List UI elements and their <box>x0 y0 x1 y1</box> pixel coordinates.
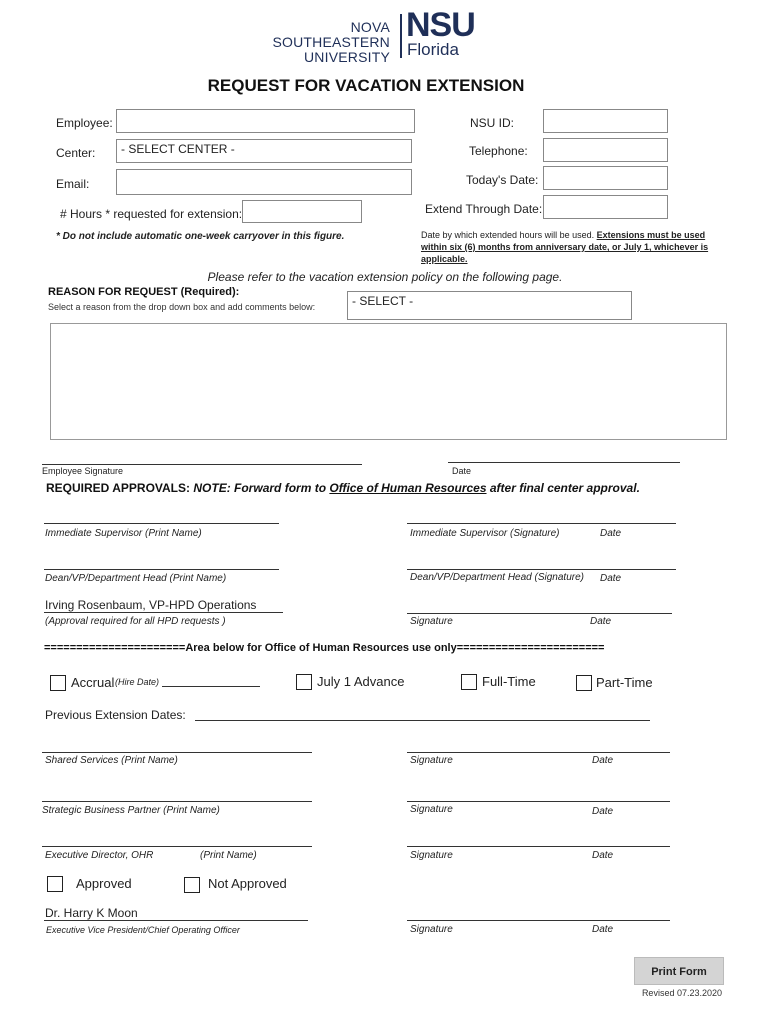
strategic-sig-line[interactable] <box>407 801 670 802</box>
exec-sig-line[interactable] <box>407 846 670 847</box>
date-note-bold: Extensions must be used within six (6) months from anniversary date, or July 1, whichever is applicable. <box>421 230 709 264</box>
logo-university-name <box>230 20 390 65</box>
reason-subtext: Select a reason from the drop down box and add comments below: <box>48 302 316 312</box>
approvals-heading <box>46 481 640 495</box>
not-approved-label: Not Approved <box>208 876 287 891</box>
todays-date-label: Today's Date: <box>466 173 539 187</box>
evp-name-line <box>44 920 308 921</box>
full-time-checkbox[interactable] <box>461 674 477 690</box>
supervisor-sig-line[interactable] <box>407 523 676 524</box>
employee-date-label: Date <box>452 466 472 476</box>
carryover-note: * Do not include automatic one-week carryover in this figure. <box>56 231 345 242</box>
part-time-checkbox[interactable] <box>576 675 592 691</box>
july-advance-checkbox[interactable] <box>296 674 312 690</box>
dean-print-label: Dean/VP/Department Head (Print Name) <box>45 573 227 584</box>
policy-note: Please refer to the vacation extension policy on the following page. <box>207 270 563 284</box>
center-label: Center: <box>56 146 96 160</box>
page-title: REQUEST FOR VACATION EXTENSION <box>207 76 525 95</box>
telephone-label: Telephone: <box>469 144 528 158</box>
supervisor-sig-label: Immediate Supervisor (Signature) <box>410 528 560 539</box>
strategic-date-label: Date <box>592 806 614 817</box>
university-logo <box>230 6 500 65</box>
exec-director-line[interactable] <box>42 846 312 847</box>
exec-print-label: (Print Name) <box>200 850 257 861</box>
hr-divider: ======================Area below for Office of Human Resources use only======================= <box>44 642 605 654</box>
logo-divider <box>400 14 402 58</box>
employee-date-line[interactable] <box>448 462 680 463</box>
shared-date-label: Date <box>592 755 614 766</box>
supervisor-date-label: Date <box>600 528 622 539</box>
dean-sig-label: Dean/VP/Department Head (Signature) <box>410 572 584 583</box>
approvals-note-prefix: NOTE: Forward form to <box>193 481 330 495</box>
july-advance-label: July 1 Advance <box>317 674 405 689</box>
shared-sig-line[interactable] <box>407 752 670 753</box>
exec-date-label: Date <box>592 850 614 861</box>
date-note <box>421 229 721 265</box>
vp-sig-line[interactable] <box>407 613 672 614</box>
strategic-label: Strategic Business Partner (Print Name) <box>42 805 220 816</box>
date-note-plain: Date by which extended hours will be used. <box>421 230 597 240</box>
center-select[interactable] <box>116 139 412 163</box>
extend-through-input[interactable] <box>543 195 668 219</box>
revised-date: Revised 07.23.2020 <box>641 988 722 998</box>
todays-date-input[interactable] <box>543 166 668 190</box>
nsu-id-input[interactable] <box>543 109 668 133</box>
evp-name: Dr. Harry K Moon <box>45 906 138 920</box>
strategic-sig-label: Signature <box>410 804 453 815</box>
evp-sig-line[interactable] <box>407 920 670 921</box>
approvals-note-suffix: after final center approval. <box>486 481 640 495</box>
nsu-id-label: NSU ID: <box>470 116 515 130</box>
shared-sig-label: Signature <box>410 755 453 766</box>
reason-select-value: - SELECT - <box>352 294 414 308</box>
strategic-line[interactable] <box>42 801 312 802</box>
vp-name: Irving Rosenbaum, VP-HPD Operations <box>45 598 257 612</box>
logo-nsu: NSU <box>406 6 475 44</box>
shared-services-line[interactable] <box>42 752 312 753</box>
email-label: Email: <box>56 177 90 191</box>
reason-select[interactable] <box>347 291 632 320</box>
employee-input[interactable] <box>116 109 415 133</box>
center-select-value: - SELECT CENTER - <box>121 142 235 156</box>
not-approved-checkbox[interactable] <box>184 877 200 893</box>
hire-date-label: (Hire Date) <box>115 677 160 687</box>
supervisor-print-label: Immediate Supervisor (Print Name) <box>45 528 202 539</box>
approved-checkbox[interactable] <box>47 876 63 892</box>
exec-sig-label: Signature <box>410 850 453 861</box>
dean-date-label: Date <box>600 573 622 584</box>
print-form-button[interactable]: Print Form <box>634 957 724 985</box>
hire-date-line[interactable] <box>162 686 260 687</box>
employee-label: Employee: <box>56 116 113 130</box>
dean-print-line[interactable] <box>44 569 279 570</box>
shared-services-label: Shared Services (Print Name) <box>45 755 178 766</box>
approvals-note-link: Office of Human Resources <box>329 481 487 495</box>
evp-title: Executive Vice President/Chief Operating Officer <box>46 925 240 935</box>
approvals-heading-bold: REQUIRED APPROVALS: <box>46 481 191 495</box>
vp-note: (Approval required for all HPD requests ) <box>45 616 226 627</box>
accrual-checkbox[interactable] <box>50 675 66 691</box>
approved-label: Approved <box>76 876 132 891</box>
exec-director-label: Executive Director, OHR <box>45 850 154 861</box>
supervisor-print-line[interactable] <box>44 523 279 524</box>
logo-florida: Florida <box>407 40 459 59</box>
reason-heading: REASON FOR REQUEST (Required): <box>48 286 240 298</box>
part-time-label: Part-Time <box>596 675 653 690</box>
extend-through-label: Extend Through Date: <box>425 202 543 216</box>
telephone-input[interactable] <box>543 138 668 162</box>
vp-date-label: Date <box>590 616 612 627</box>
logo-line-2: UNIVERSITY <box>303 49 390 65</box>
dean-sig-line[interactable] <box>407 569 676 570</box>
previous-dates-label: Previous Extension Dates: <box>45 708 186 722</box>
full-time-label: Full-Time <box>482 674 536 689</box>
hours-input[interactable] <box>242 200 362 223</box>
email-input[interactable] <box>116 169 412 195</box>
vp-name-line <box>44 612 283 613</box>
vp-sig-label: Signature <box>410 616 453 627</box>
employee-signature-label: Employee Signature <box>42 466 124 476</box>
hours-label: # Hours * requested for extension: <box>60 207 243 221</box>
previous-dates-line[interactable] <box>195 720 650 721</box>
logo-line-1: NOVA SOUTHEASTERN <box>272 19 390 50</box>
employee-signature-line[interactable] <box>42 464 362 465</box>
accrual-label: Accrual <box>71 675 115 690</box>
evp-sig-label: Signature <box>410 924 453 935</box>
evp-date-label: Date <box>592 924 614 935</box>
comments-textarea[interactable] <box>50 323 727 440</box>
